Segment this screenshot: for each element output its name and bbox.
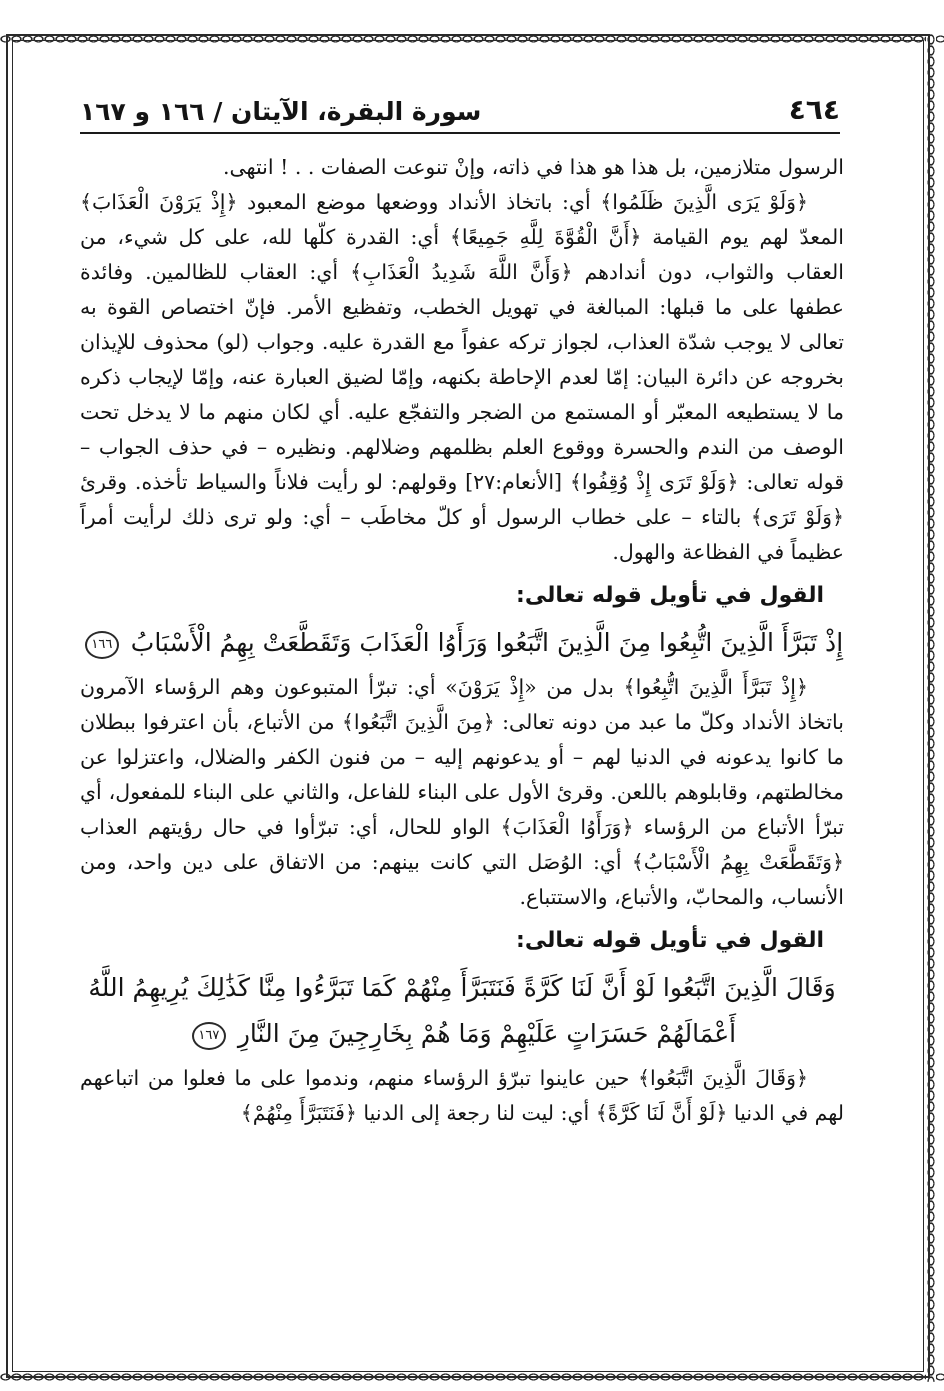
ayah-number-marker: ١٦٧ — [192, 1022, 226, 1050]
section-heading: القول في تأويل قوله تعالى: — [516, 928, 824, 953]
running-title: سورة البقرة، الآيتان / ١٦٦ و ١٦٧ — [80, 97, 482, 126]
quran-verse — [80, 620, 844, 666]
paragraph: ﴿وَقَالَ الَّذِينَ اتَّبَعُوا﴾ حين عاينوا تبرّؤ الرؤساء منهم، وندموا على ما فعلوا من اتباعهم لهم في الدنيا ﴿لَوْ أَنَّ لَنَا كَرَّةً﴾ أي: ليت لنا رجعة إلى الدنيا ﴿فَنَتَبَرَّأَ مِنْهُمْ﴾ — [80, 1066, 844, 1125]
quran-verse — [80, 965, 844, 1057]
verse-line: وَقَالَ الَّذِينَ اتَّبَعُوا لَوْ أَنَّ لَنَا كَرَّةً فَنَتَبَرَّأَ مِنْهُمْ كَمَا تَبَرَّءُوا مِنَّا كَذَٰلِكَ يُرِيهِمُ اللَّهُ — [88, 973, 836, 1002]
verse-line: أَعْمَالَهُمْ حَسَرَاتٍ عَلَيْهِمْ وَمَا هُمْ بِخَارِجِينَ مِنَ النَّارِ — [237, 1019, 737, 1048]
verse-text: إِذْ تَبَرَّأَ الَّذِينَ اتُّبِعُوا مِنَ الَّذِينَ اتَّبَعُوا وَرَأَوُا الْعَذَابَ وَتَقَطَّعَتْ بِهِمُ الْأَسْبَابُ — [130, 628, 844, 657]
paragraph: ﴿وَلَوْ يَرَى الَّذِينَ ظَلَمُوا﴾ أي: باتخاذ الأنداد ووضعها موضع المعبود ﴿إِذْ يَرَوْنَ الْعَذَابَ﴾ المعدّ لهم يوم القيامة ﴿أَنَّ الْقُوَّةَ لِلَّهِ جَمِيعًا﴾ أي: القدرة كلّها لله، على كل شيء، من العقاب والثواب، دون أندادهم ﴿وَأَنَّ اللَّهَ شَدِيدُ الْعَذَابِ﴾ أي: العقاب للظالمين. وفائدة عطفها على ما قبلها: المبالغة في تهويل الخطب، وتفظيع الأمر. فإنّ اختصاص القوة به تعالى لا يوجب شدّة العذاب، لجواز تركه عفواً مع القدرة عليه. وجواب (لو) محذوف للإيذان بخروجه عن دائرة البيان: إمّا لعدم الإحاطة بكنهه، وإمّا لضيق العبارة عنه، وإمّا لإيجاب ذكره ما لا يستطيعه المعبّر أو المستمع من الضجر والتفجّع عليه. أي لكان منهم ما لا يدخل تحت الوصف من الندم والحسرة ووقوع العلم بظلمهم وضلالهم. ونظيره – في حذف الجواب – قوله تعالى: ﴿وَلَوْ تَرَى إِذْ وُقِفُوا﴾ [الأنعام:٢٧] وقولهم: لو رأيت فلاناً والسياط تأخذه. وقرئ ﴿وَلَوْ تَرَى﴾ بالتاء – على خطاب الرسول أو كلّ مخاطَب – أي: ولو ترى ذلك لرأيت أمراً عظيماً في الفظاعة والهول. — [80, 190, 844, 564]
page-header — [80, 86, 840, 134]
paragraph: الرسول متلازمين، بل هذا هو هذا في ذاته، وإنْ تنوعت الصفات . . ! انتهى. — [222, 155, 844, 179]
paragraph: ﴿إِذْ تَبَرَّأَ الَّذِينَ اتُّبِعُوا﴾ بدل من «إِذْ يَرَوْنَ» أي: تبرّأ المتبوعون وهم الرؤساء الآمرون باتخاذ الأنداد وكلّ ما عبد من دونه تعالى: ﴿مِنَ الَّذِينَ اتَّبَعُوا﴾ من الأتباع، بأن اعترفوا ببطلان ما كانوا يدعونه في الدنيا لهم – أو يدعونهم إليه – من فنون الكفر والضلال، واعتزلوا عن مخالطتهم، وقابلوهم باللعن. وقرئ الأول على البناء للفاعل، والثاني على البناء للمفعول، أي تبرّأ الأتباع من الرؤساء ﴿وَرَأَوُا الْعَذَابَ﴾ الواو للحال، أي: تبرّأوا في حال رؤيتهم العذاب ﴿وَتَقَطَّعَتْ بِهِمُ الْأَسْبَابُ﴾ أي: الوُصَل التي كانت بينهم: من الاتفاق على دين واحد، ومن الأنساب، والمحابّ، والأتباع، والاستتباع. — [80, 675, 844, 909]
page-number: ٤٦٤ — [788, 93, 840, 126]
ayah-number-marker: ١٦٦ — [85, 631, 119, 659]
section-heading: القول في تأويل قوله تعالى: — [516, 583, 824, 608]
page-body — [80, 150, 844, 1131]
